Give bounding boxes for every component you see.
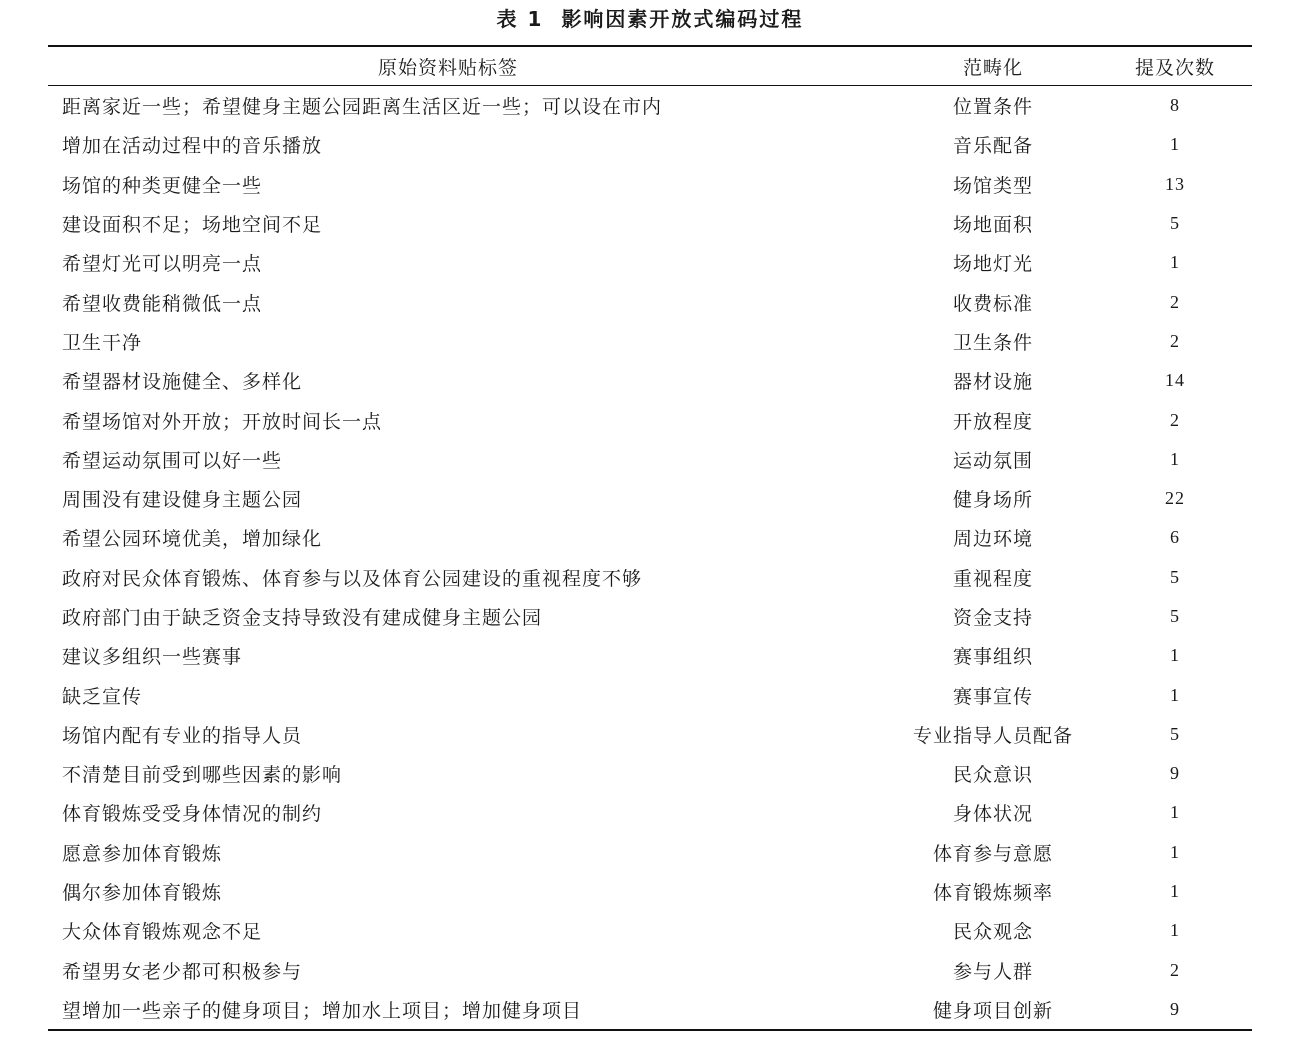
- row-count-cell: 5: [1170, 606, 1180, 626]
- row-label-cell: 希望灯光可以明亮一点: [62, 253, 263, 276]
- row-category-cell: 身体状况: [952, 803, 1033, 826]
- row-count-cell: 1: [1170, 252, 1180, 273]
- row-count-cell: 14: [1165, 370, 1185, 391]
- table-row: [48, 636, 1252, 675]
- table-row: [48, 479, 1252, 518]
- row-category-cell: 收费标准: [952, 292, 1033, 315]
- table-row: [48, 204, 1252, 243]
- row-category-cell: 周边环境: [952, 528, 1033, 551]
- row-category-cell: 卫生条件: [952, 331, 1033, 354]
- table-row: [48, 597, 1252, 636]
- row-count-cell: 1: [1170, 134, 1180, 155]
- row-count-cell: 6: [1170, 527, 1180, 548]
- row-category-cell: 场地面积: [952, 214, 1033, 237]
- row-count-cell: 1: [1170, 645, 1180, 666]
- row-category-cell: 体育参与意愿: [932, 842, 1053, 865]
- table-row: [48, 558, 1252, 597]
- table-row: [48, 282, 1252, 321]
- row-count-cell: 1: [1170, 802, 1180, 823]
- table-row: [48, 754, 1252, 793]
- row-count-cell: 5: [1170, 566, 1180, 587]
- row-label-cell: 缺乏宣传: [62, 685, 143, 708]
- row-count-cell: 1: [1170, 684, 1180, 705]
- row-category-cell: 器材设施: [952, 371, 1033, 394]
- row-category-cell: 专业指导人员配备: [912, 724, 1073, 747]
- row-label-cell: 距离家近一些；希望健身主题公园距离生活区近一些；可以设在市内: [62, 96, 663, 119]
- row-label-cell: 希望场馆对外开放；开放时间长一点: [62, 410, 383, 433]
- table-row: [48, 951, 1252, 990]
- row-label-cell: 政府部门由于缺乏资金支持导致没有建成健身主题公园: [62, 607, 543, 629]
- row-label-cell: 大众体育锻炼观念不足: [62, 921, 263, 944]
- row-category-cell: 健身项目创新: [932, 999, 1053, 1022]
- table-row: [48, 361, 1252, 400]
- row-label-cell: 偶尔参加体育锻炼: [62, 882, 223, 905]
- row-count-cell: 1: [1170, 881, 1180, 902]
- row-count-cell: 2: [1170, 959, 1180, 980]
- row-category-cell: 体育锻炼频率: [932, 882, 1053, 905]
- row-label-cell: 场馆的种类更健全一些: [62, 174, 263, 197]
- table-row: [48, 518, 1252, 557]
- table-row: [48, 675, 1252, 714]
- table-row: [48, 833, 1252, 872]
- row-category-cell: 参与人群: [952, 960, 1033, 983]
- row-label-cell: 不清楚目前受到哪些因素的影响: [62, 764, 343, 787]
- row-label-cell: 政府对民众体育锻炼、体育参与以及体育公园建设的重视程度不够: [62, 567, 643, 590]
- row-label-cell: 周围没有建设健身主题公园: [62, 489, 303, 512]
- row-count-cell: 9: [1170, 763, 1180, 784]
- table-row: [48, 793, 1252, 832]
- row-category-cell: 赛事宣传: [952, 685, 1033, 708]
- row-category-cell: 位置条件: [952, 96, 1033, 119]
- row-count-cell: 8: [1170, 95, 1180, 116]
- row-label-cell: 望增加一些亲子的健身项目；增加水上项目；增加健身项目: [62, 999, 583, 1022]
- header-original-labels: 原始资料贴标签: [377, 56, 518, 79]
- row-label-cell: 体育锻炼受受身体情况的制约: [62, 803, 323, 826]
- row-category-cell: 重视程度: [952, 567, 1033, 590]
- row-label-cell: 建设面积不足；场地空间不足: [62, 214, 323, 237]
- coding-table-container: [48, 45, 1252, 1031]
- table-row: [48, 990, 1252, 1030]
- table-row: [48, 125, 1252, 164]
- table-row: [48, 715, 1252, 754]
- row-count-cell: 5: [1170, 213, 1180, 234]
- row-count-cell: 9: [1170, 998, 1180, 1019]
- table-caption: [0, 6, 1300, 32]
- row-label-cell: 希望器材设施健全、多样化: [62, 371, 303, 394]
- header-category: 范畴化: [962, 56, 1023, 79]
- row-category-cell: 赛事组织: [952, 646, 1033, 669]
- row-category-cell: 场地灯光: [952, 253, 1033, 276]
- row-count-cell: 1: [1170, 448, 1180, 469]
- header-count: 提及次数: [1134, 56, 1215, 79]
- row-count-cell: 2: [1170, 409, 1180, 430]
- row-count-cell: 2: [1170, 291, 1180, 312]
- row-count-cell: 13: [1165, 173, 1185, 194]
- row-category-cell: 运动氛围: [952, 449, 1033, 472]
- table-row: [48, 322, 1252, 361]
- row-label-cell: 希望公园环境优美，增加绿化: [62, 528, 323, 551]
- row-label-cell: 希望运动氛围可以好一些: [62, 449, 283, 472]
- table-row: [48, 165, 1252, 204]
- table-row: [48, 872, 1252, 911]
- row-label-cell: 场馆内配有专业的指导人员: [62, 724, 303, 747]
- row-count-cell: 1: [1170, 920, 1180, 941]
- table-row: [48, 243, 1252, 282]
- row-category-cell: 音乐配备: [952, 135, 1033, 158]
- row-label-cell: 卫生干净: [62, 331, 143, 354]
- row-category-cell: 场馆类型: [952, 174, 1033, 197]
- table-header-row: [48, 46, 1252, 86]
- table-row: [48, 911, 1252, 950]
- table-title: 影响因素开放式编码过程: [561, 7, 804, 31]
- row-category-cell: 开放程度: [952, 410, 1033, 433]
- row-category-cell: 民众意识: [952, 764, 1033, 787]
- row-label-cell: 愿意参加体育锻炼: [62, 842, 223, 865]
- table-number: 表 1: [496, 7, 544, 31]
- row-count-cell: 1: [1170, 841, 1180, 862]
- coding-table: [48, 45, 1252, 1031]
- row-count-cell: 22: [1165, 488, 1185, 509]
- table-body: [48, 86, 1252, 1031]
- row-label-cell: 建议多组织一些赛事: [62, 646, 243, 669]
- row-label-cell: 增加在活动过程中的音乐播放: [62, 135, 323, 158]
- table-row: [48, 440, 1252, 479]
- row-category-cell: 资金支持: [952, 607, 1033, 629]
- row-label-cell: 希望收费能稍微低一点: [62, 292, 263, 315]
- row-category-cell: 健身场所: [952, 489, 1033, 512]
- row-count-cell: 5: [1170, 723, 1180, 744]
- table-row: [48, 400, 1252, 439]
- table-row: [48, 86, 1252, 126]
- row-label-cell: 希望男女老少都可积极参与: [62, 960, 303, 983]
- row-count-cell: 2: [1170, 330, 1180, 351]
- row-category-cell: 民众观念: [952, 921, 1033, 944]
